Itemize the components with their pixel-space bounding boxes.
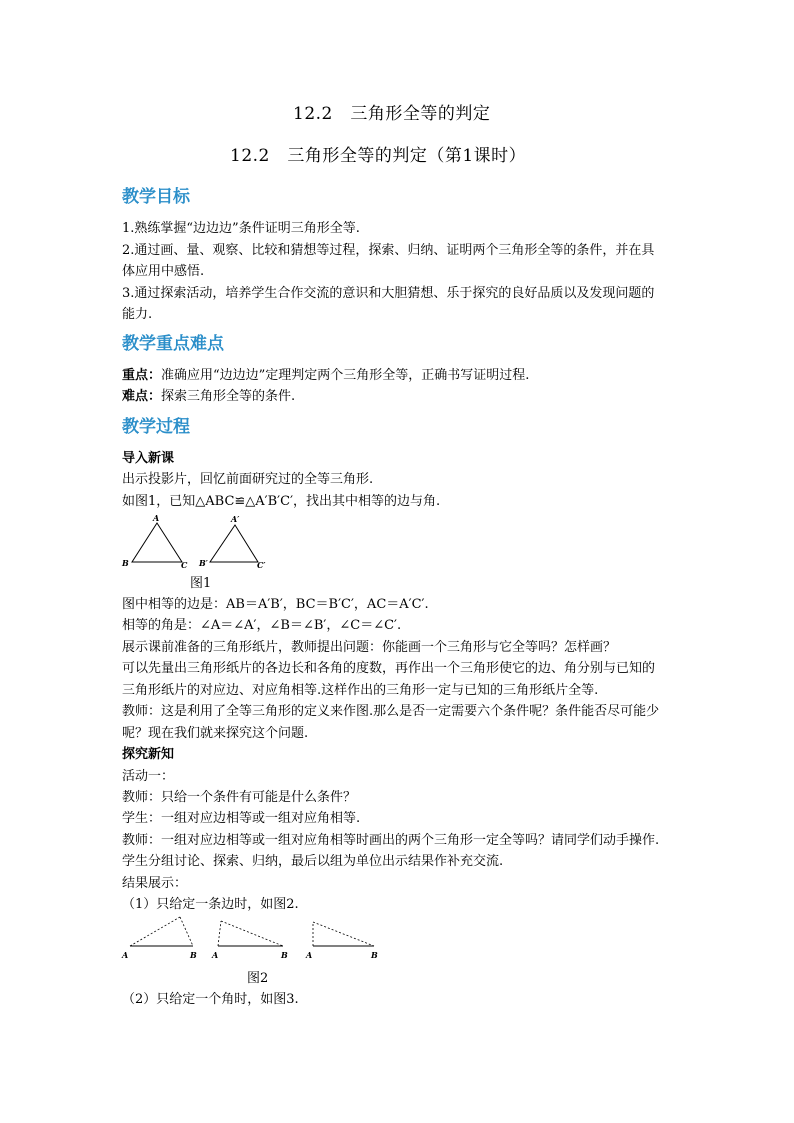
case-2: （2）只给定一个角时，如图3.: [122, 992, 299, 1007]
goal-1: 1.熟练掌握“边边边”条件证明三角形全等.: [122, 221, 360, 236]
label-c-prime: C′: [257, 560, 266, 570]
equal-angles: 相等的角是：∠A＝∠A′，∠B＝∠B′，∠C＝∠C′.: [122, 618, 402, 633]
intro-line-1: 出示投影片，回忆前面研究过的全等三角形.: [122, 472, 374, 487]
fig2-label-a-1: A: [122, 950, 129, 960]
label-b-prime: B′: [199, 558, 208, 568]
fig2-label-b-1: B: [190, 950, 197, 960]
fig2-dashed-3b: [313, 922, 374, 946]
fig2-dashed-2b: [221, 921, 283, 946]
teacher-question-2: 教师：一组对应边相等或一组对应角相等时画出的两个三角形一定全等吗？请同学们动手操作.: [122, 833, 660, 848]
fig2-label-a-2: A: [212, 950, 219, 960]
label-a: A: [153, 513, 160, 523]
activity-label: 活动一：: [122, 769, 175, 784]
show-line-1: 展示课前准备的三角形纸片，教师提出问题：你能画一个三角形与它全等吗？怎样画？: [122, 640, 617, 655]
key-point-label: 重点：: [122, 368, 162, 383]
show-line-3: 三角形纸片的对应边、对应角相等.这样作出的三角形一定与已知的三角形纸片全等.: [122, 683, 599, 698]
goals-heading: 教学目标: [122, 187, 190, 207]
goal-2-line-2: 体应用中感悟.: [122, 264, 205, 279]
difficulty-text: 探索三角形全等的条件.: [161, 389, 296, 404]
teacher-question: 教师：只给一个条件有可能是什么条件？: [122, 790, 357, 805]
explore-heading: 探究新知: [122, 747, 175, 762]
intro-line-2: 如图1，已知△ABC≌△A′B′C′，找出其中相等的边与角.: [122, 494, 441, 509]
goal-2-line-1: 2.通过画、量、观察、比较和猜想等过程，探索、归纳、证明两个三角形全等的条件，并在具: [122, 243, 655, 258]
label-c: C: [181, 560, 188, 570]
key-point-line: [122, 368, 529, 384]
equal-sides: 图中相等的边是：AB＝A′B′，BC＝B′C′，AC＝A′C′.: [122, 597, 429, 612]
key-points-heading: 教学重点难点: [122, 334, 224, 354]
figure-2-caption: 图2: [247, 971, 269, 986]
show-line-2: 可以先量出三角形纸片的各边长和各角的度数，再作出一个三角形使它的边、角分别与已知的: [122, 661, 656, 676]
lesson-title: 12.2 三角形全等的判定（第1课时）: [230, 146, 527, 166]
figure-1-caption: 图1: [190, 576, 212, 591]
document-title: 12.2 三角形全等的判定: [293, 104, 491, 124]
fig2-dashed-1a: [130, 917, 180, 946]
intro-heading: 导入新课: [122, 451, 175, 466]
figure-2-triangles: [118, 914, 388, 964]
triangle-abc-prime: [210, 525, 258, 562]
goal-3-line-1: 3.通过探索活动，培养学生合作交流的意识和大胆猜想、乐于探究的良好品质以及发现问题的: [122, 286, 655, 301]
student-answer: 学生：一组对应边相等或一组对应角相等.: [122, 811, 361, 826]
difficulty-label: 难点：: [122, 389, 162, 404]
difficulty-line: [122, 389, 295, 405]
triangle-abc: [132, 523, 182, 562]
result-label: 结果展示：: [122, 876, 188, 891]
fig2-label-a-3: A: [306, 950, 313, 960]
group-discussion: 学生分组讨论、探索、归纳，最后以组为单位出示结果作补充交流.: [122, 854, 504, 869]
fig2-dashed-1b: [180, 917, 193, 946]
teacher-line-2: 呢？现在我们就来探究这个问题.: [122, 726, 309, 741]
teacher-line-1: 教师：这是利用了全等三角形的定义来作图.那么是否一定需要六个条件呢？条件能否尽可能少: [122, 704, 660, 719]
fig2-dashed-2a: [218, 921, 221, 946]
goal-3-line-2: 能力.: [122, 307, 153, 322]
case-1: （1）只给定一条边时，如图2.: [122, 897, 299, 912]
process-heading: 教学过程: [122, 417, 190, 437]
key-point-text: 准确应用“边边边”定理判定两个三角形全等，正确书写证明过程.: [161, 368, 530, 383]
label-a-prime: A′: [231, 514, 240, 524]
label-b: B: [122, 558, 129, 568]
figure-1-triangles: [115, 512, 275, 576]
fig2-label-b-2: B: [281, 950, 288, 960]
fig2-label-b-3: B: [371, 950, 378, 960]
